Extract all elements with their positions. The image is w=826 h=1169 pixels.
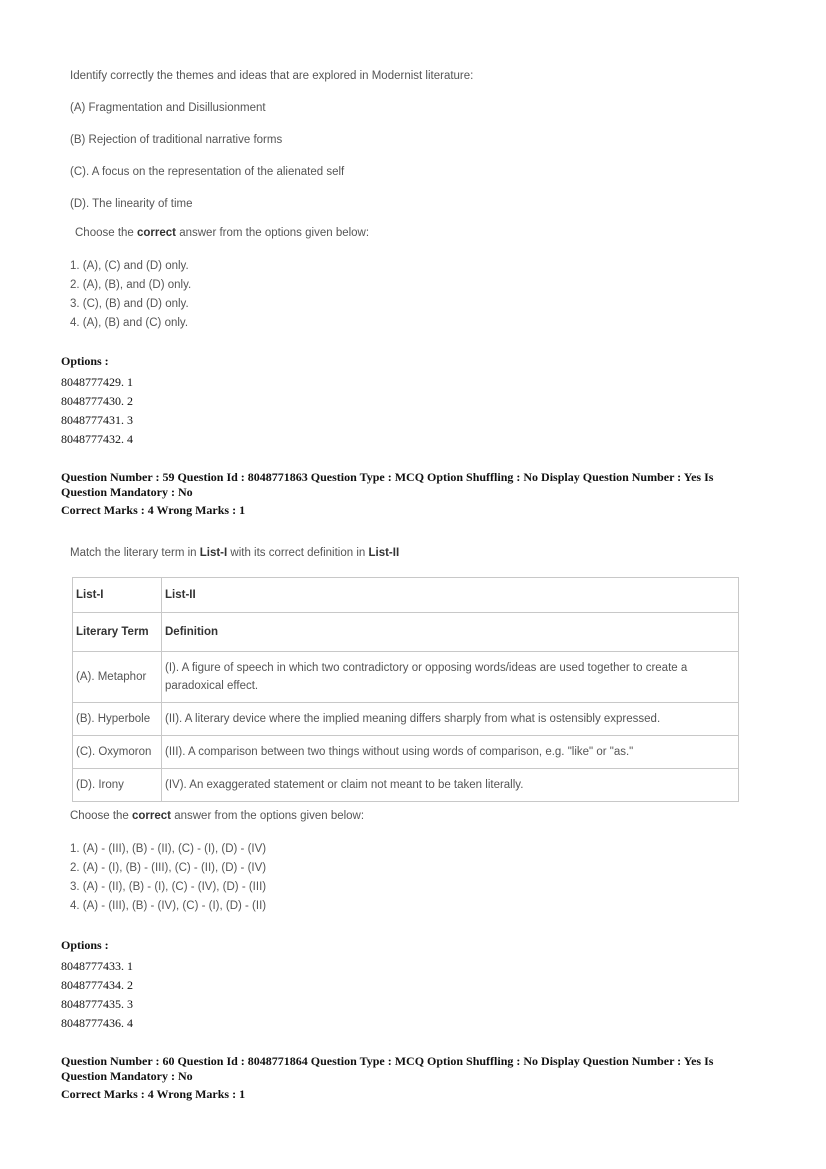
q59-answer-2: 2. (A) - (I), (B) - (III), (C) - (II), (D) - (IV) (70, 862, 267, 874)
table-row (73, 736, 739, 769)
table-cell: (IV). An exaggerated statement or claim not meant to be taken literally. (162, 769, 739, 802)
q60-meta-block (61, 1054, 761, 1102)
q59-options-header: Options : (61, 938, 109, 952)
q59-answer-list (70, 842, 266, 918)
q58-choose-prefix: Choose the (75, 227, 138, 239)
q59-answer-4: 4. (A) - (III), (B) - (IV), (C) - (I), (D) - (II) (70, 900, 267, 912)
table-header-cell: List-II (162, 578, 739, 613)
q58-option-3: 8048777431. 3 (61, 413, 133, 427)
q58-options (61, 354, 133, 449)
q58-answer-1: 1. (A), (C) and (D) only. (70, 260, 189, 272)
q59-intro-list1: List-I (199, 547, 228, 559)
q59-meta: Question Number : 59 Question Id : 8048771863 Question Type : MCQ Option Shuffling : No Display Question Number : Yes Is Question Mandatory : No (61, 470, 714, 499)
q58-item-c: (C). A focus on the representation of the alienated self (70, 166, 345, 178)
q59-option-4: 8048777436. 4 (61, 1016, 133, 1030)
q59-option-1: 8048777433. 1 (61, 959, 133, 973)
q58-choose-instruction (75, 227, 369, 239)
table-cell: (D). Irony (73, 769, 162, 802)
q59-meta-block (61, 470, 761, 518)
table-cell: (B). Hyperbole (73, 703, 162, 736)
q58-answer-list (70, 259, 191, 335)
q59-intro-mid: with its correct definition in (227, 547, 369, 559)
q59-option-3: 8048777435. 3 (61, 997, 133, 1011)
table-subheader-row (73, 613, 739, 652)
q59-intro (70, 547, 399, 559)
table-cell: (A). Metaphor (73, 652, 162, 703)
q58-options-header: Options : (61, 354, 109, 368)
table-subheader-cell: Definition (162, 613, 739, 652)
q58-option-1: 8048777429. 1 (61, 375, 133, 389)
q59-choose-instruction (70, 810, 364, 822)
q59-intro-list2: List-II (368, 547, 400, 559)
q58-item-b: (B) Rejection of traditional narrative forms (70, 134, 283, 146)
q58-answer-3: 3. (C), (B) and (D) only. (70, 298, 189, 310)
table-row (73, 652, 739, 703)
q58-item-d: (D). The linearity of time (70, 198, 193, 210)
q58-choose-bold: correct (137, 227, 177, 239)
q59-answer-3: 3. (A) - (II), (B) - (I), (C) - (IV), (D) - (III) (70, 881, 267, 893)
table-subheader-cell: Literary Term (73, 613, 162, 652)
table-cell: (C). Oxymoron (73, 736, 162, 769)
q58-stem-block (70, 68, 473, 228)
q59-answer-1: 1. (A) - (III), (B) - (II), (C) - (I), (D) - (IV) (70, 843, 267, 855)
table-row (73, 703, 739, 736)
table-cell: (I). A figure of speech in which two contradictory or opposing words/ideas are used together to create a paradoxical effect. (162, 652, 739, 703)
q58-option-4: 8048777432. 4 (61, 432, 133, 446)
table-header-row (73, 578, 739, 613)
q59-option-2: 8048777434. 2 (61, 978, 133, 992)
q58-choose-suffix: answer from the options given below: (176, 227, 370, 239)
q58-stem: Identify correctly the themes and ideas that are explored in Modernist literature: (70, 70, 474, 82)
q59-marks: Correct Marks : 4 Wrong Marks : 1 (61, 503, 246, 517)
table-cell: (III). A comparison between two things without using words of comparison, e.g. "like" or "as." (162, 736, 739, 769)
q58-answer-2: 2. (A), (B), and (D) only. (70, 279, 192, 291)
table-row (73, 769, 739, 802)
q60-marks: Correct Marks : 4 Wrong Marks : 1 (61, 1087, 246, 1101)
q59-choose-suffix: answer from the options given below: (171, 810, 365, 822)
q59-choose-bold: correct (132, 810, 172, 822)
q59-match-table (72, 577, 739, 802)
q59-choose-prefix: Choose the (70, 810, 133, 822)
q60-meta: Question Number : 60 Question Id : 8048771864 Question Type : MCQ Option Shuffling : No Display Question Number : Yes Is Question Mandatory : No (61, 1054, 714, 1083)
q58-option-2: 8048777430. 2 (61, 394, 133, 408)
q59-intro-prefix: Match the literary term in (70, 547, 200, 559)
q58-item-a: (A) Fragmentation and Disillusionment (70, 102, 266, 114)
table-header-cell: List-I (73, 578, 162, 613)
q58-answer-4: 4. (A), (B) and (C) only. (70, 317, 189, 329)
q59-options (61, 938, 133, 1033)
table-cell: (II). A literary device where the implied meaning differs sharply from what is ostensibly expressed. (162, 703, 739, 736)
